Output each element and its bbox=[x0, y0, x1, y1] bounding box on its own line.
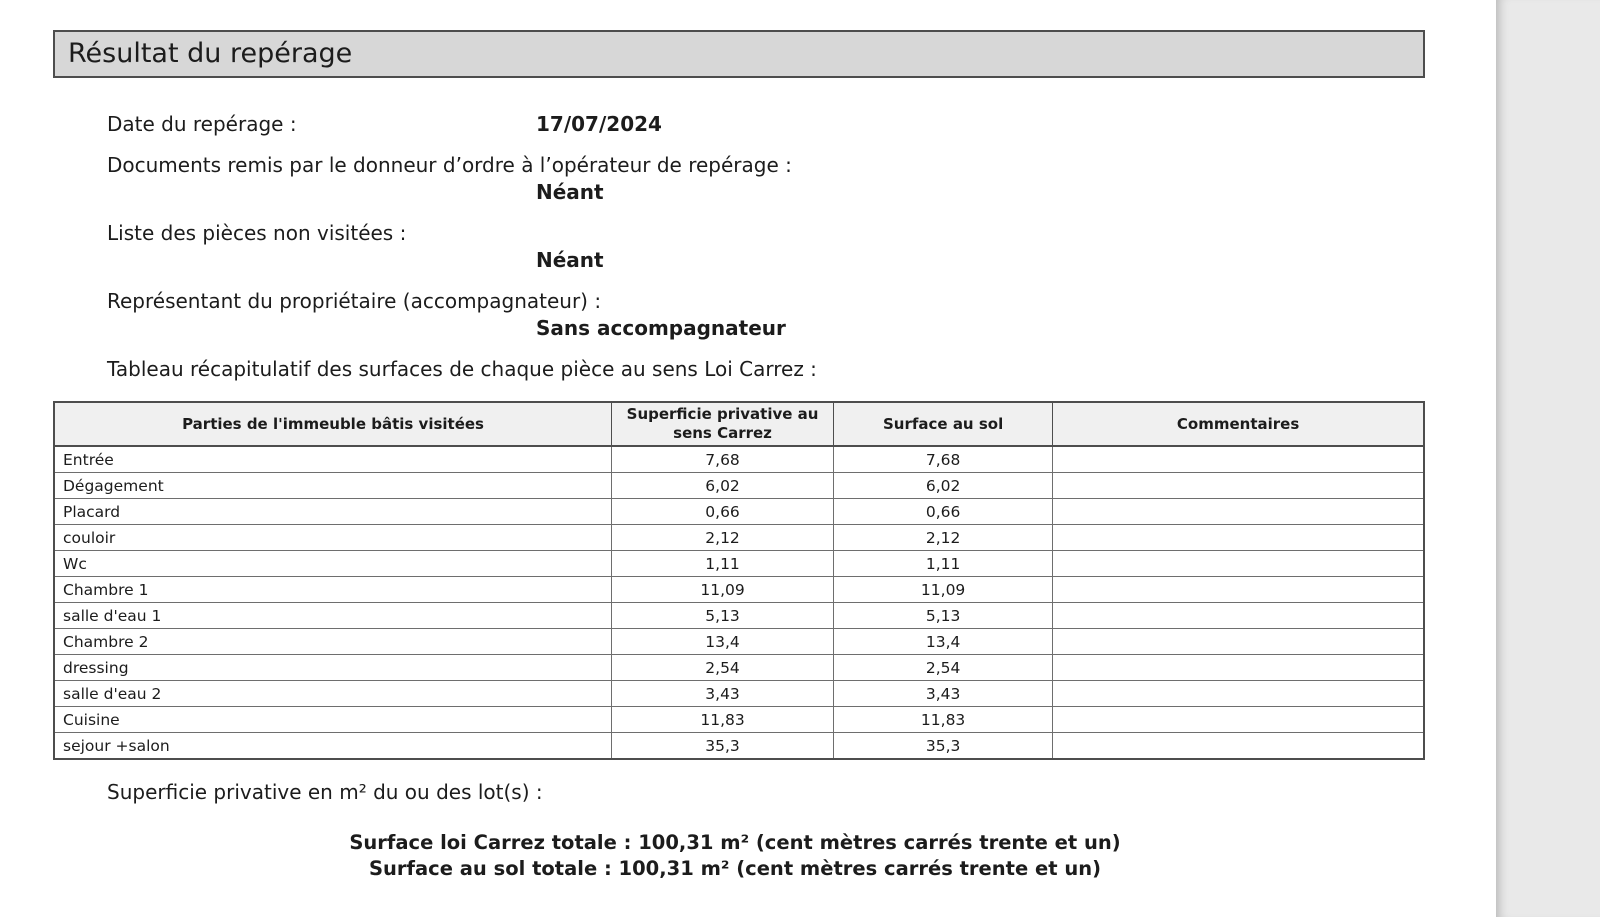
col-header-sol: Surface au sol bbox=[834, 402, 1053, 446]
table-row bbox=[54, 446, 1424, 473]
comment-cell bbox=[1053, 707, 1424, 733]
sol-value-cell: 5,13 bbox=[834, 603, 1053, 629]
col-header-commentaires: Commentaires bbox=[1053, 402, 1424, 446]
comment-cell bbox=[1053, 655, 1424, 681]
surfaces-table bbox=[53, 401, 1425, 760]
field-label: Documents remis par le donneur d’ordre à l’opérateur de repérage : bbox=[107, 153, 792, 177]
table-row bbox=[54, 681, 1424, 707]
field-value: 17/07/2024 bbox=[536, 112, 662, 136]
field-representant-proprietaire bbox=[107, 289, 1496, 340]
sol-value-cell: 3,43 bbox=[834, 681, 1053, 707]
carrez-value-cell: 1,11 bbox=[612, 551, 834, 577]
sol-value-cell: 0,66 bbox=[834, 499, 1053, 525]
table-row bbox=[54, 499, 1424, 525]
table-row bbox=[54, 655, 1424, 681]
comment-cell bbox=[1053, 577, 1424, 603]
sol-value-cell: 2,54 bbox=[834, 655, 1053, 681]
field-label: Représentant du propriétaire (accompagnateur) : bbox=[107, 289, 602, 313]
table-row bbox=[54, 603, 1424, 629]
room-name-cell: sejour +salon bbox=[54, 733, 612, 760]
comment-cell bbox=[1053, 681, 1424, 707]
comment-cell bbox=[1053, 629, 1424, 655]
comment-cell bbox=[1053, 603, 1424, 629]
field-pieces-non-visitees bbox=[107, 221, 1496, 272]
sol-value-cell: 1,11 bbox=[834, 551, 1053, 577]
viewer-margin bbox=[1496, 0, 1600, 917]
table-row bbox=[54, 733, 1424, 760]
room-name-cell: dressing bbox=[54, 655, 612, 681]
table-row bbox=[54, 577, 1424, 603]
sol-value-cell: 7,68 bbox=[834, 446, 1053, 473]
table-row bbox=[54, 707, 1424, 733]
carrez-value-cell: 2,12 bbox=[612, 525, 834, 551]
totals-block bbox=[0, 830, 1470, 882]
total-carrez-line: Surface loi Carrez totale : 100,31 m² (cent mètres carrés trente et un) bbox=[349, 831, 1121, 854]
col-header-parties: Parties de l'immeuble bâtis visitées bbox=[54, 402, 612, 446]
room-name-cell: couloir bbox=[54, 525, 612, 551]
carrez-value-cell: 0,66 bbox=[612, 499, 834, 525]
comment-cell bbox=[1053, 473, 1424, 499]
total-sol-line: Surface au sol totale : 100,31 m² (cent mètres carrés trente et un) bbox=[369, 857, 1101, 880]
room-name-cell: Cuisine bbox=[54, 707, 612, 733]
comment-cell bbox=[1053, 551, 1424, 577]
room-name-cell: Placard bbox=[54, 499, 612, 525]
sol-value-cell: 2,12 bbox=[834, 525, 1053, 551]
table-row bbox=[54, 629, 1424, 655]
room-name-cell: Chambre 2 bbox=[54, 629, 612, 655]
table-row bbox=[54, 525, 1424, 551]
room-name-cell: Dégagement bbox=[54, 473, 612, 499]
table-intro: Tableau récapitulatif des surfaces de chaque pièce au sens Loi Carrez : bbox=[107, 357, 817, 381]
table-row bbox=[54, 551, 1424, 577]
sol-value-cell: 6,02 bbox=[834, 473, 1053, 499]
field-value: Sans accompagnateur bbox=[536, 316, 786, 340]
carrez-value-cell: 13,4 bbox=[612, 629, 834, 655]
room-name-cell: Wc bbox=[54, 551, 612, 577]
field-documents-remis bbox=[107, 153, 1496, 204]
sol-value-cell: 11,83 bbox=[834, 707, 1053, 733]
carrez-value-cell: 6,02 bbox=[612, 473, 834, 499]
field-label: Date du repérage : bbox=[107, 112, 297, 136]
field-date-reperage bbox=[107, 112, 1496, 136]
col-header-carrez: Superficie privative au sens Carrez bbox=[612, 402, 834, 446]
carrez-value-cell: 2,54 bbox=[612, 655, 834, 681]
comment-cell bbox=[1053, 733, 1424, 760]
carrez-value-cell: 5,13 bbox=[612, 603, 834, 629]
field-label: Liste des pièces non visitées : bbox=[107, 221, 407, 245]
carrez-value-cell: 35,3 bbox=[612, 733, 834, 760]
sol-value-cell: 35,3 bbox=[834, 733, 1053, 760]
room-name-cell: salle d'eau 2 bbox=[54, 681, 612, 707]
section-title: Résultat du repérage bbox=[53, 30, 1425, 78]
carrez-value-cell: 11,09 bbox=[612, 577, 834, 603]
room-name-cell: Chambre 1 bbox=[54, 577, 612, 603]
room-name-cell: salle d'eau 1 bbox=[54, 603, 612, 629]
table-header-row bbox=[54, 402, 1424, 446]
field-value: Néant bbox=[536, 248, 604, 272]
carrez-value-cell: 3,43 bbox=[612, 681, 834, 707]
room-name-cell: Entrée bbox=[54, 446, 612, 473]
fields-block bbox=[107, 112, 1496, 340]
surface-privative-label: Superficie privative en m² du ou des lot(s) : bbox=[107, 780, 543, 804]
table-row bbox=[54, 473, 1424, 499]
field-value: Néant bbox=[536, 180, 604, 204]
comment-cell bbox=[1053, 446, 1424, 473]
comment-cell bbox=[1053, 525, 1424, 551]
sol-value-cell: 11,09 bbox=[834, 577, 1053, 603]
comment-cell bbox=[1053, 499, 1424, 525]
surface-table-body bbox=[54, 446, 1424, 759]
sol-value-cell: 13,4 bbox=[834, 629, 1053, 655]
carrez-value-cell: 7,68 bbox=[612, 446, 834, 473]
carrez-value-cell: 11,83 bbox=[612, 707, 834, 733]
